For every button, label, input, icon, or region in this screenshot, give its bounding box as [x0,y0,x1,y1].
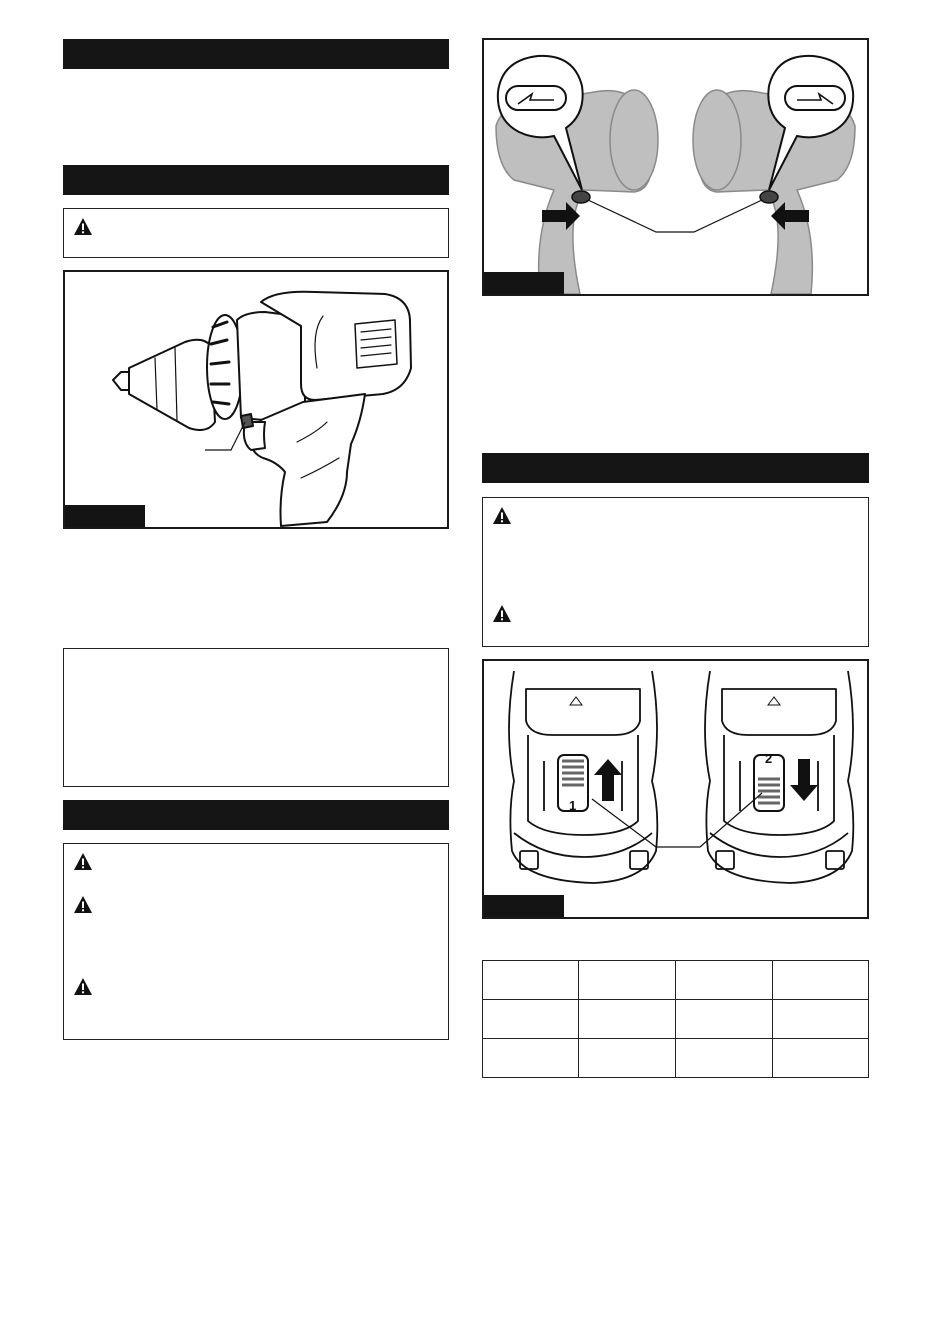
figure-reversing-switch [482,38,869,296]
switch-number-1: 1 [569,798,577,813]
caution-box-1 [63,208,449,258]
table-cell [772,1039,868,1078]
warning-triangle-icon [73,895,93,915]
warning-box-left [63,843,449,1040]
section-heading-3-text [63,806,73,823]
drill-side-illustration [65,272,447,527]
table-row [483,1000,869,1039]
warning-triangle-icon [73,217,93,237]
reversing-switch-illustration [484,40,867,294]
section-heading-4-text [482,459,492,476]
table-cell [676,1000,772,1039]
table-cell [772,961,868,1000]
section-heading-1 [63,39,449,69]
warning-triangle-icon [492,604,512,624]
section-heading-3 [63,800,449,830]
section-heading-1-text [63,45,73,62]
switch-number-2: 2 [765,751,773,766]
warning-box-right [482,497,869,647]
speed-table [482,960,869,1078]
table-row [483,1039,869,1078]
table-cell [676,961,772,1000]
warning-triangle-icon [492,506,512,526]
figure-1-tag [65,505,145,527]
section-heading-2-text [63,171,73,188]
arrow-down-icon [790,759,818,801]
note-box [63,648,449,787]
figure-3-tag [484,895,564,917]
figure-2-tag [484,272,564,294]
section-heading-4 [482,453,869,483]
warning-triangle-icon [73,852,93,872]
table-cell [579,1000,676,1039]
section-heading-2 [63,165,449,195]
figure-drill-side [63,270,449,529]
table-cell [579,961,676,1000]
table-cell [579,1039,676,1078]
table-cell [772,1000,868,1039]
warning-triangle-icon [73,977,93,997]
speed-lever-illustration [484,661,867,917]
table-row [483,961,869,1000]
table-cell [676,1039,772,1078]
table-cell [483,1000,579,1039]
table-cell [483,1039,579,1078]
arrow-up-icon [594,759,622,801]
figure-speed-lever [482,659,869,919]
table-cell [483,961,579,1000]
